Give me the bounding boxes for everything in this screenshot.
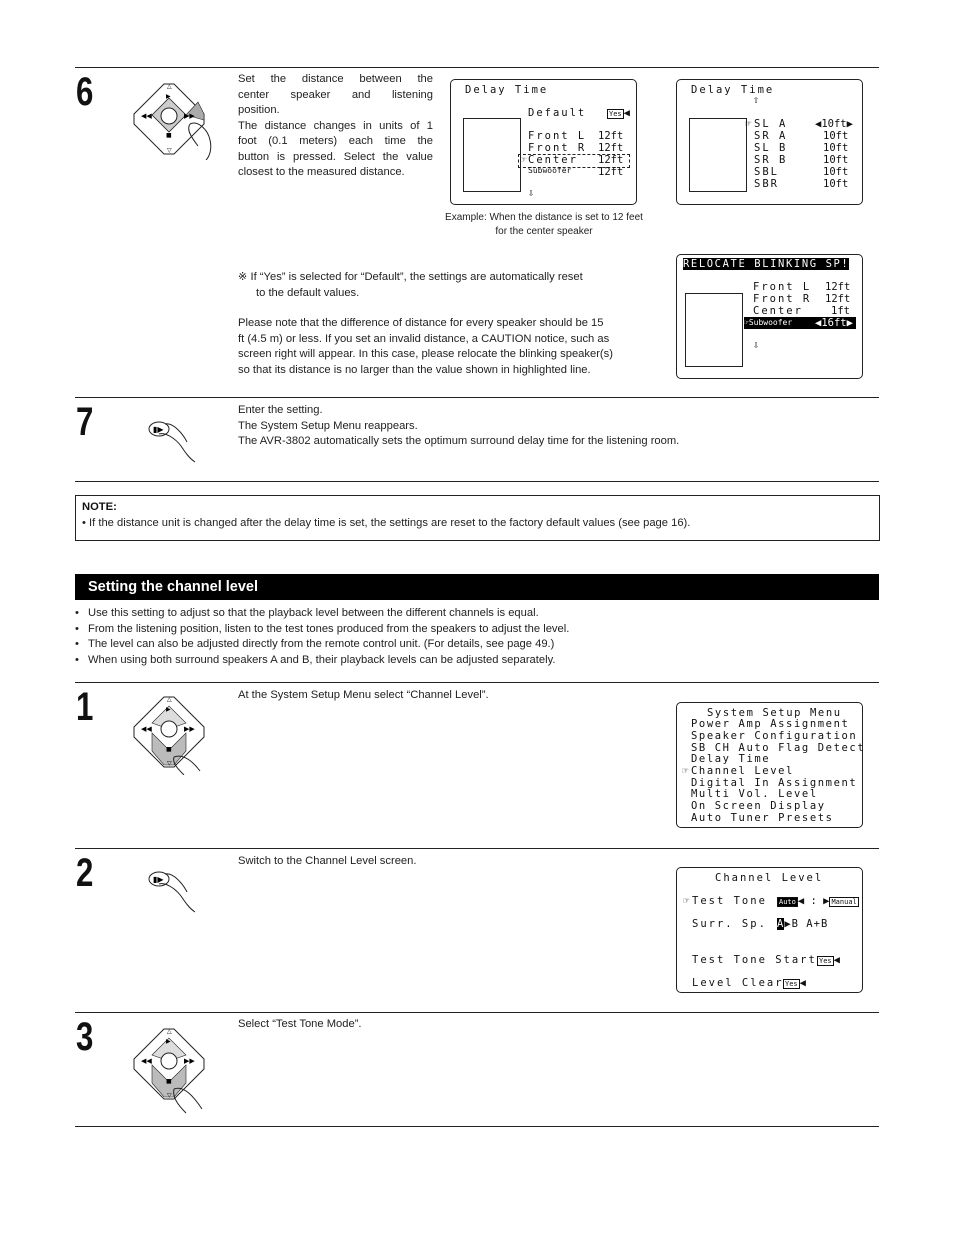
svg-text:△: △ <box>167 83 172 90</box>
svg-text:◀◀: ◀◀ <box>141 725 152 733</box>
divider <box>75 481 879 482</box>
svg-text:■: ■ <box>166 746 172 753</box>
divider <box>75 397 879 398</box>
svg-text:▽: ▽ <box>167 760 172 767</box>
svg-text:▽: ▽ <box>167 147 172 154</box>
note-heading: NOTE: <box>82 501 117 513</box>
step-number: 3 <box>76 1015 94 1059</box>
svg-text:◀◀: ◀◀ <box>141 1057 152 1065</box>
step-number: 7 <box>76 400 94 444</box>
svg-text:▮▶: ▮▶ <box>153 875 164 884</box>
svg-text:◀◀: ◀◀ <box>141 112 152 120</box>
svg-text:▶: ▶ <box>166 93 171 100</box>
speaker-layout-diagram <box>685 293 743 367</box>
section-bullets <box>75 606 875 668</box>
step-number: 1 <box>76 685 94 729</box>
caution-description: Please note that the difference of distance for every speaker should be 15 ft (4.5 m) or less. If you set an invalid distance, a CAUTION notice, such as screen right will appear. In this case, please relocate the blinking speaker(s) so that its distance is no larger than the value shown in highlighted line. <box>238 317 613 376</box>
step-number: 2 <box>76 851 94 895</box>
svg-text:▶▶: ▶▶ <box>184 112 195 120</box>
note-box <box>75 495 880 541</box>
cl-step2-description: Switch to the Channel Level screen. <box>238 855 417 867</box>
speaker-layout-diagram <box>689 118 747 192</box>
osd-caption: Example: When the distance is set to 12 feet for the center speaker <box>445 212 643 237</box>
delay-time-osd: Delay Time Default Yes ◀ Front L 12ft Front R 12ft ☞ Center 12ft Subwoofer 12ft ⇩ <box>450 79 637 205</box>
svg-text:△: △ <box>167 1028 172 1035</box>
cursor-pad-icon <box>128 80 218 165</box>
cursor-pad-icon <box>128 693 218 780</box>
list-item: • From the listening position, listen to the test tones produced from the speakers to adjust the level. <box>75 622 875 638</box>
system-setup-menu-osd: System Setup Menu Power Amp Assignment Speaker Configuration SB CH Auto Flag Detect Delay Time ☞ Channel Level Digital In Assignment Multi Vol. Level On Screen Display Auto Tuner Presets <box>676 702 863 828</box>
scroll-down-icon: ⇩ <box>528 187 537 199</box>
step-number: 6 <box>76 70 94 114</box>
channel-level-osd: Channel Level ☞ Test Tone Auto ◀ : ▶ Manual Surr. Sp. A▶B A+B Test Tone Start Yes ◀ Level Clear Yes ◀ <box>676 867 863 993</box>
list-item: • Use this setting to adjust so that the playback level between the different channels is equal. <box>75 606 875 622</box>
svg-text:▽: ▽ <box>167 1092 172 1099</box>
scroll-down-icon: ⇩ <box>753 339 762 351</box>
step7-description: Enter the setting. The System Setup Menu reappears. The AVR-3802 automatically sets the optimum surround delay time for the listening room. <box>238 404 680 447</box>
scroll-up-icon: ⇧ <box>753 94 762 106</box>
divider <box>75 848 879 849</box>
list-item: • When using both surround speakers A and B, their playback levels can be adjusted separately. <box>75 653 875 669</box>
svg-text:■: ■ <box>166 1078 172 1085</box>
cl-step3-description: Select “Test Tone Mode”. <box>238 1018 362 1030</box>
divider <box>75 682 879 683</box>
speaker-layout-diagram <box>463 118 521 192</box>
step6-description: Set the distance between the center speaker and listening position. The distance changes in units of 1 foot (0.1 meters) each time the button is pressed. Select the value closest to the measured distance. <box>238 73 433 178</box>
section-title: Setting the channel level <box>75 574 879 600</box>
note-text: • If the distance unit is changed after the delay time is set, the settings are reset to the factory default values (see page 16). <box>82 517 691 529</box>
divider <box>75 1126 879 1127</box>
divider <box>75 67 879 68</box>
svg-text:▶▶: ▶▶ <box>184 1057 195 1065</box>
list-item: • The level can also be adjusted directly from the remote control unit. (For details, see page 49.) <box>75 637 875 653</box>
svg-text:■: ■ <box>166 132 172 139</box>
default-note: ※ If “Yes” is selected for “Default”, the settings are automatically reset to the default values. <box>238 271 583 299</box>
cursor-pad-icon <box>128 1025 218 1120</box>
delay-time-surround-osd: Delay Time ⇧ ☞ SL A ◀10ft▶ SR A 10ft SL B 10ft SR B 10ft SBL 10ft SBR 10ft <box>676 79 863 205</box>
svg-text:▮▶: ▮▶ <box>153 425 164 434</box>
svg-text:▶: ▶ <box>166 706 171 713</box>
relocate-caution-osd: RELOCATE BLINKING SP! Front L 12ft Front R 12ft Center 1ft ☞Subwoofer ◀16ft▶ ⇩ <box>676 254 863 379</box>
svg-text:▶: ▶ <box>166 1038 171 1045</box>
svg-text:△: △ <box>167 696 172 703</box>
cl-step1-description: At the System Setup Menu select “Channel Level”. <box>238 689 489 701</box>
osd-title: Delay Time <box>465 84 549 96</box>
enter-button-icon <box>145 866 205 921</box>
enter-button-icon <box>145 416 205 471</box>
svg-text:▶▶: ▶▶ <box>184 725 195 733</box>
divider <box>75 1012 879 1013</box>
